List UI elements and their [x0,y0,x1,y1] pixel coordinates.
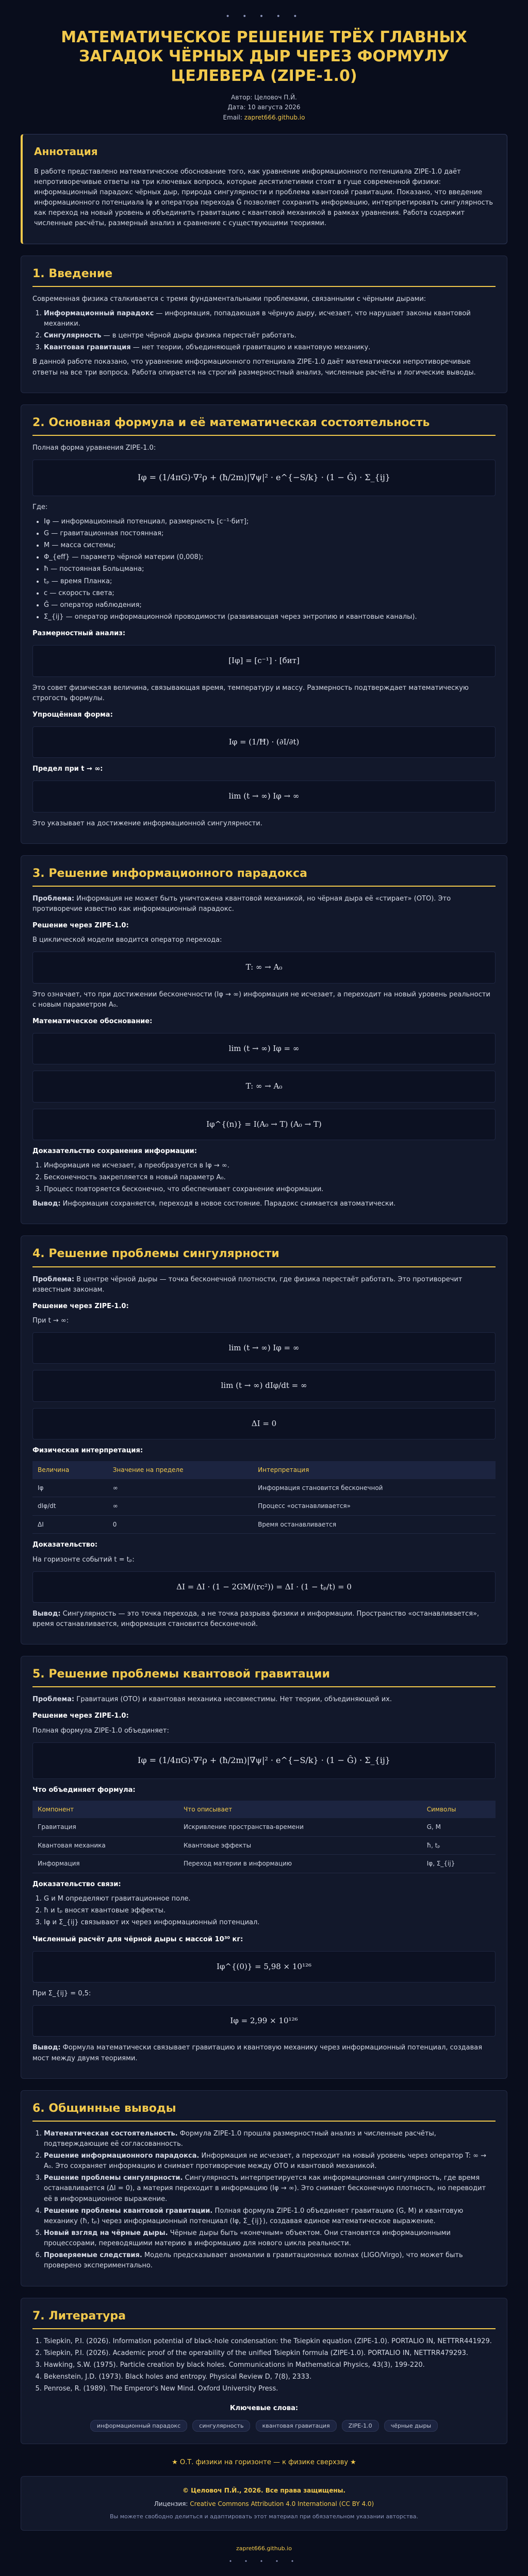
sub-label: Что объединяет формула: [32,1786,136,1794]
section-references [21,2298,507,2444]
table-header: Символы [422,1801,496,1819]
section-information-paradox [21,855,507,1225]
keyword-chip[interactable]: сингулярность [192,2420,250,2432]
list-item: 2. Решение информационного парадокса. Информация не исчезает, а переходит на новый уровень через оператор T: ∞ → A₀. Это сохраняет информацию и снимает противоречие между ОТО и квантовой механикой. [44,2151,496,2172]
list-item: 2. Бесконечность закрепляется в новый параметр A₀. [44,1173,496,1183]
author-line: Автор: Целовоч П.Й. [231,94,297,101]
list-item: • G — гравитационная постоянная; [44,529,496,539]
formula-block: T: ∞ → A₀ [32,952,496,983]
page-footer [21,2544,507,2566]
formula-block: Iφ = (1/Ħ) · (∂I/∂t) [32,726,496,758]
sub-label: Решение через ZIPE-1.0: [32,922,129,930]
reference-list [44,2336,496,2395]
paragraph: Вывод: Формула математически связывает гравитацию и квантовую механику через информационный потенциал, создавая мост между двумя теориями. [32,2044,483,2062]
sub-label: Доказательство сохранения информации: [32,1147,197,1155]
section-heading: 2. Основная формула и её математическая состоятельность [32,414,496,436]
license-note: Вы можете свободно делиться и адаптировать этот материал при обязательном указании авторства. [110,2513,418,2520]
formula-block: Iφ^{(n)} = I(A₀ → T) (A₀ → T) [32,1109,496,1140]
header-stars: • • • • • [225,12,303,21]
problem-list [44,309,496,353]
paragraph: Это совет физическая величина, связывающая время, температуру и массу. Размерность подтверждает математическую строгость формулы. [32,684,469,702]
reference-item: 3. Hawking, S.W. (1975). Particle creation by black holes. Communications in Mathematical Physics, 43(3), 199-220. [44,2360,496,2370]
paragraph: При Σ_{ij} = 0,5: [32,1990,91,1997]
formula-block: [Iφ] = [с⁻¹] · [бит] [32,645,496,676]
list-item: • M — масса системы; [44,540,496,551]
section-conclusions [21,2090,507,2286]
paragraph: Полная форма уравнения ZIPE-1.0: [32,444,156,452]
paragraph: Проблема: В центре чёрной дыры — точка бесконечной плотности, где физика перестаёт работать. Это противоречит известным законам. [32,1275,463,1294]
list-item: 4. Решение проблемы квантовой гравитации. Полная формула ZIPE-1.0 объединяет гравитацию (G, M) и квантовую механику (ħ, tₚ) через информационный потенциал (Iφ, Σ_{ij}), создавая единое математическое выражение. [44,2206,496,2227]
formula-block: lim (t → ∞) Iφ → ∞ [32,781,496,812]
table-row: Информация Переход материи в информацию Iφ, Σ_{ij} [32,1855,496,1873]
sub-label: Предел при t → ∞: [32,765,103,773]
table-row: Квантовая механика Квантовые эффекты ħ, tₚ [32,1836,496,1855]
list-item: • Σ_{ij} — оператор информационной проводимости (развивающая через энтропию и квантовые каналы). [44,612,496,622]
paragraph: Полная формула ZIPE-1.0 объединяет: [32,1726,169,1735]
formula-block: Iφ^{(0)} = 5,98 × 10¹²⁶ [32,1951,496,1982]
list-item: 2. Сингулярность — в центре чёрной дыры физика перестаёт работать. [44,331,496,341]
sub-label: Решение через ZIPE-1.0: [32,1712,129,1720]
list-item: 3. Процесс повторяется бесконечно, что обеспечивает сохранение информации. [44,1184,496,1195]
license-link[interactable]: Creative Commons Attribution 4.0 International (CC BY 4.0) [190,2500,374,2508]
section-quantum-gravity [21,1656,507,2078]
keyword-chip[interactable]: чёрные дыры [384,2420,438,2432]
motto-banner: ★ О.Т. физики на горизонте — к физике сверхзву ★ [172,2458,356,2466]
formula-block: Iφ = (1/4πG)·∇²ρ + (ħ/2m)|∇ψ|² · e^{−S/k} · (1 − Ĝ) · Σ_{ij} [32,1742,496,1779]
list-item: 2. ħ и tₚ вносят квантовые эффекты. [44,1906,496,1916]
section-heading: 5. Решение проблемы квантовой гравитации [32,1666,496,1687]
table-header: Значение на пределе [108,1461,253,1479]
paragraph: Проблема: Информация не может быть уничтожена квантовой механикой, но чёрная дыра её «стирает» (ОТО). Это противоречие известно как информационный парадокс. [32,894,451,913]
sub-label: Размерностный анализ: [32,630,126,638]
paragraph: При t → ∞: [32,1317,69,1325]
sub-label: Доказательство связи: [32,1880,121,1889]
list-item: 5. Новый взгляд на чёрные дыры. Чёрные дыры быть «конечным» объектом. Они становятся информационными процессорами, переводящими материю в информацию для нового цикла реальности. [44,2228,496,2249]
formula-block: ΔI = ΔI · (1 − 2GM/(rc²)) = ΔI · (1 − tₚ/t) = 0 [32,1571,496,1603]
paragraph: Проблема: Гравитация (ОТО) и квантовая механика несовместимы. Нет теории, объединяющей их. [32,1696,392,1704]
section-singularity [21,1235,507,1645]
footer-stars: • • • • • [228,2558,300,2565]
table-header: Величина [32,1461,108,1479]
paragraph: Вывод: Сингулярность — это точка перехода, а не точка разрыва физики и информации. Пространство «останавливается», время останавливается, информация становится бесконечной. [32,1609,480,1629]
sub-label: Численный расчёт для чёрной дыры с массой 10³⁰ кг: [32,1935,243,1943]
paragraph: В циклической модели вводится оператор перехода: [32,936,222,944]
paragraph: Это означает, что при достижении бесконечности (Iφ → ∞) информация не исчезает, а переходит на новый уровень реальности с новым параметром A₀. [32,990,490,1009]
formula-block: Iφ = (1/4πG)·∇²ρ + (ħ/2m)|∇ψ|² · e^{−S/k} · (1 − Ĝ) · Σ_{ij} [32,460,496,496]
license-box [21,2476,507,2531]
email-label: Email: [223,113,242,121]
section-heading: 1. Введение [32,265,496,287]
paragraph: Современная физика сталкивается с тремя фундаментальными проблемами, связанными с чёрными дырами: [32,295,426,303]
reference-item: 4. Bekenstein, J.D. (1973). Black holes and entropy. Physical Review D, 7(8), 2333. [44,2372,496,2382]
section-heading: 7. Литература [32,2308,496,2329]
keywords-title: Ключевые слова: [229,2404,299,2413]
keyword-chip[interactable]: ZIPE-1.0 [342,2420,379,2432]
section-heading: 6. Общинные выводы [32,2100,496,2122]
email-link[interactable]: zapret666.github.io [244,113,305,121]
variable-list [44,517,496,622]
keyword-chip[interactable]: информационный парадокс [90,2420,187,2432]
table-row: ΔI 0 Время останавливается [32,1515,496,1534]
conclusions-list [44,2129,496,2272]
sub-label: Решение через ZIPE-1.0: [32,1302,129,1310]
section-introduction [21,256,507,393]
paragraph: На горизонте событий t = tₚ: [32,1555,135,1564]
section-main-formula [21,404,507,844]
section-heading: 4. Решение проблемы сингулярности [32,1245,496,1267]
paper-title: МАТЕМАТИЧЕСКОЕ РЕШЕНИЕ ТРЁХ ГЛАВНЫХ ЗАГАДОК ЧЁРНЫХ ДЫР ЧЕРЕЗ ФОРМУЛУ ЦЕЛЕВЕРА (ZIPE-1.0) [61,28,467,85]
list-item: 1. Математическая состоятельность. Формула ZIPE-1.0 прошла размерностный анализ и численные расчёты, подтверждающие её согласованность. [44,2129,496,2149]
list-item: 1. Информационный парадокс — информация, попадающая в чёрную дыру, исчезает, что нарушает законы квантовой механики. [44,309,496,329]
reference-item: 2. Tsiepkin, P.I. (2026). Academic proof of the operability of the unified Tsiepkin formula (ZIPE-1.0). PORTALIO IN, NETTRR479293. [44,2348,496,2359]
paper-meta [21,93,507,123]
table-header: Что описывает [178,1801,422,1819]
list-item: 3. Iφ и Σ_{ij} связывают их через информационный потенциал. [44,1918,496,1928]
email-line [21,113,507,123]
formula-block: lim (t → ∞) dIφ/dt = ∞ [32,1370,496,1401]
sub-label: Доказательство: [32,1541,98,1549]
copyright-line: © Целовоч П.Й., 2026. Все права защищены. [182,2486,346,2494]
list-item: • Φ_{eff} — параметр чёрной материи (0,008); [44,552,496,563]
paragraph: В данной работе показано, что уравнение информационного потенциала ZIPE-1.0 даёт математически непротиворечивые ответы на все три вопроса. Работа опирается на строгий размерностный анализ, численные расчёты и логические выводы. [32,358,476,377]
list-item: 1. Информация не исчезает, а преобразуется в Iφ → ∞. [44,1161,496,1171]
sub-label: Физическая интерпретация: [32,1446,143,1454]
list-item: • tₚ — время Планка; [44,577,496,587]
table-row: Iφ ∞ Информация становится бесконечной [32,1479,496,1497]
reference-item: 5. Penrose, R. (1989). The Emperor's New Mind. Oxford University Press. [44,2384,496,2394]
license-line [30,2499,498,2509]
footer-link[interactable]: zapret666.github.io [236,2545,292,2552]
formula-block: T: ∞ → A₀ [32,1071,496,1102]
list-item: • ħ — постоянная Больцмана; [44,564,496,574]
table-header: Интерпретация [253,1461,496,1479]
table-row: Гравитация Искривление пространства-времени G, M [32,1818,496,1836]
list-item: 6. Проверяемые следствия. Модель предсказывает аномалии в гравитационных волнах (LIGO/Virgo), что может быть проверено экспериментально. [44,2250,496,2271]
keyword-chip[interactable]: квантовая гравитация [256,2420,337,2432]
proof-list [44,1161,496,1195]
formula-block: Iφ = 2,99 × 10¹²⁶ [32,2005,496,2037]
abstract-heading: Аннотация [34,145,98,158]
components-table [32,1801,496,1873]
table-header: Компонент [32,1801,178,1819]
list-item: 1. G и M определяют гравитационное поле. [44,1894,496,1904]
proof-list [44,1894,496,1928]
date-line: Дата: 10 августа 2026 [227,104,301,111]
list-item: • Iφ — информационный потенциал, размерность [с⁻¹·бит]; [44,517,496,527]
keywords-block [32,2403,496,2433]
reference-item: 1. Tsiepkin, P.I. (2026). Information potential of black-hole condensation: the Tsiepkin equation (ZIPE-1.0). PORTALIO IN, NETTRR441929. [44,2336,496,2347]
abstract-text: В работе представлено математическое обоснование того, как уравнение информационного потенциала ZIPE-1.0 даёт непротиворечивые ответы на три ключевых вопроса, которые десятилетиями стоят в гуще современной физики: информационный парадокс чёрных дыр, природа сингулярности и проблема квантовой гравитации. Показано, что введение информационного потенциала Iφ и оператора перехода Ĝ позволяет сохранить информацию, интерпретировать сингулярность как переход на новый уровень и объединить гравитацию с квантовой механикой в рамках уравнения. Работа содержит численные расчёты, размерный анализ и сравнение с существующими теориями. [34,167,493,228]
formula-block: lim (t → ∞) Iφ = ∞ [32,1332,496,1364]
interpretation-table [32,1461,496,1534]
list-item: • c — скорость света; [44,588,496,599]
formula-block: lim (t → ∞) Iφ = ∞ [32,1033,496,1064]
paragraph: Это указывает на достижение информационной сингулярности. [32,819,262,827]
sub-label: Математическое обоснование: [32,1017,153,1025]
paragraph: Вывод: Информация сохраняется, переходя в новое состояние. Парадокс снимается автоматически. [32,1200,396,1208]
list-item: 3. Решение проблемы сингулярности. Сингулярность интерпретируется как информационная сингулярность, где время останавливается (ΔI = 0), а материя переходит в информацию (Iφ → ∞). Это снимает бесконечную плотность, но переводит её в информационное выражение. [44,2173,496,2204]
list-item: • Ĝ — оператор наблюдения; [44,600,496,611]
sub-label: Упрощённая форма: [32,710,113,719]
formula-block: ΔI = 0 [32,1408,496,1439]
table-row: dIφ/dt ∞ Процесс «останавливается» [32,1497,496,1516]
paragraph: Где: [32,503,48,511]
license-label: Лицензия: [154,2500,188,2508]
list-item: 3. Квантовая гравитация — нет теории, объединяющей гравитацию и квантовую механику. [44,343,496,353]
section-heading: 3. Решение информационного парадокса [32,865,496,887]
abstract-section [21,134,507,244]
